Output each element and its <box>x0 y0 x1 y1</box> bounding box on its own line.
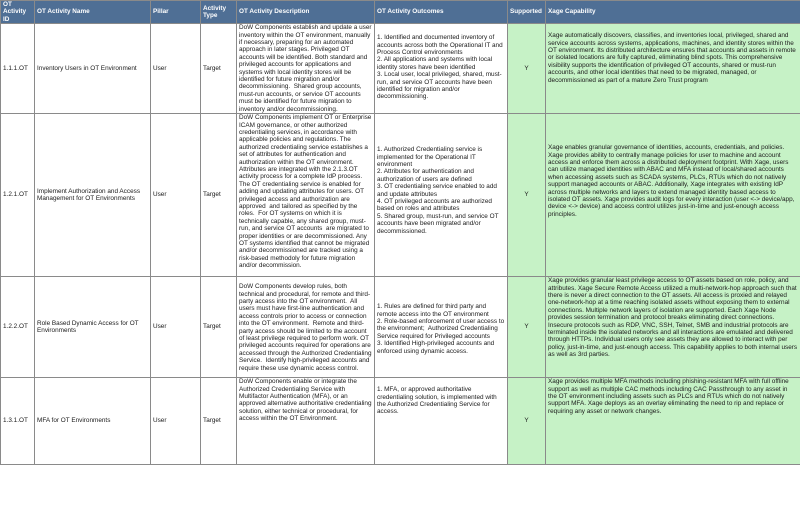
cell-supported[interactable]: Y <box>508 378 546 465</box>
cell-activity-id[interactable]: 1.2.2.OT <box>1 277 35 378</box>
cell-activity-name[interactable]: MFA for OT Environments <box>35 378 151 465</box>
cell-pillar[interactable]: User <box>151 378 201 465</box>
cell-xage-capability[interactable] <box>546 378 800 465</box>
cell-supported[interactable]: Y <box>508 277 546 378</box>
cell-pillar[interactable]: User <box>151 24 201 114</box>
cell-activity-description[interactable] <box>237 277 375 378</box>
cell-activity-type[interactable]: Target <box>201 277 237 378</box>
cell-supported[interactable]: Y <box>508 24 546 114</box>
cell-activity-type[interactable]: Target <box>201 378 237 465</box>
header-activity-outcomes[interactable]: OT Activity Outcomes <box>375 1 508 24</box>
cell-supported[interactable]: Y <box>508 114 546 277</box>
capability-text: Xage enables granular governance of identities, accounts, credentials, and policies. Xage provides ability to centrally manage policies for user to machine and account access and enforce them across a distributed deployment footprint. With Xage, users can utilize managed identities with ABAC and MFA instead of local/shared accounts when accessing assets such as SCADA systems, PLCs, RTUs which do not natively support managed accounts or ABAC. Additionally, Xage integrates with existing IdP across multiple networks and layers to extend managed identity based access to isolated OT assets. Xage provides audit logs for every interaction (user <-> device/app, device <-> device) and access control utilizes just-in-time and just-enough access principles. <box>548 144 797 218</box>
capability-text: Xage provides granular least privilege access to OT assets based on role, policy, and attributes. Xage Secure Remote Access utilized a multi-network-hop approach such that there is never a direct connection to the OT assets. All access is proxied and relayed one-network-hop at a time reaching isolated assets without exposing them to external connections. Multiple network layers of isolation are supported. Each Xage Node provides session termination and protocol breaks eliminating direct connections. Insecure protocols such as RDP, VNC, SSH, Telnet, SMB and industrial protocols are terminated inside the isolated networks and all interactions are emulated and delivered through HTTPs. Individual users only see assets they are allowed to interact with per policy, just-in-time, and just-enough access. This capability applies to both internal users as well as 3rd parties. <box>548 277 799 359</box>
cell-activity-description[interactable] <box>237 114 375 277</box>
cell-activity-id[interactable]: 1.2.1.OT <box>1 114 35 277</box>
cell-activity-name[interactable]: Inventory Users in OT Environment <box>35 24 151 114</box>
outcomes-text: 1. Authorized Credentialing service is implemented for the Operational IT environment 2. Attributes for authentication and authorization of users are defined 3. OT credentialing service enabled to add and update attributes 4. OT privileged accounts are authorized based on roles and attributes 5. Shared group, must-run, and service OT accounts have been migrated and/or decommissioned. <box>377 146 499 235</box>
table-row <box>1 378 800 465</box>
cell-activity-outcomes[interactable] <box>375 114 508 277</box>
header-activity-name[interactable]: OT Activity Name <box>35 1 151 24</box>
cell-activity-outcomes[interactable] <box>375 24 508 114</box>
cell-activity-outcomes[interactable] <box>375 378 508 465</box>
capability-text: Xage automatically discovers, classifies, and inventories local, privileged, shared and service accounts across systems, applications, machines, and identity stores within the OT environment. Its distributed architecture ensures that accounts and assets in remote or isolated locations are fully captured, eliminating blind spots. This comprehensive visibility supports the identification of privileged OT accounts, shared or must-run accounts, and other local identities that need to be migrated, managed, or decommissioned as part of a mature Zero Trust program <box>548 32 798 84</box>
cell-activity-type[interactable]: Target <box>201 114 237 277</box>
table-row <box>1 24 800 114</box>
cell-pillar[interactable]: User <box>151 277 201 378</box>
description-text: DoW Components develop rules, both technical and procedural, for remote and third-party access into the OT environment. All users must have first-line authentication and access controls prior to access or connection into the OT environment. Remote and third-party access should be limited to the account of least privilege required to perform work. OT privileged accounts required for operations are accessed through the Authorized Credentialing Service. Identify high-privileged accounts and require these use dynamic access control. <box>239 283 374 372</box>
header-activity-id[interactable]: OT Activity ID <box>1 1 35 24</box>
description-text: DoW Components establish and update a user inventory within the OT environment, manually if necessary, preparing for an automated approach in later stages. Privileged OT accounts will be identified. Both standard and privileged accounts for applications and systems with local identity stores will be identified for future migration and/or decommissioning. Shared group accounts, must-run accounts, or service OT accounts must be identified for future migration to inventory and/or decommissioning. <box>239 24 374 113</box>
cell-pillar[interactable]: User <box>151 114 201 277</box>
capability-text: Xage provides multiple MFA methods including phishing-resistant MFA with full offline support as well as multiple CAC methods including CAC Passthrough to any asset in the OT environment including assets such as PLCs and RTUs which do not natively support MFA. Xage deploys as an overlay eliminating the need to rip and replace or requiring any asset or network changes. <box>548 378 791 415</box>
cell-activity-description[interactable] <box>237 24 375 114</box>
header-supported[interactable]: Supported <box>508 1 546 24</box>
cell-activity-id[interactable]: 1.3.1.OT <box>1 378 35 465</box>
description-text: DoW Components enable or integrate the Authorized Credentialing Service with Multifactor Authentication (MFA), or an approved alternative authoritative credentialing solution, either technical or procedural, for access within the OT Environment. <box>239 378 374 423</box>
header-activity-description[interactable]: OT Activity Description <box>237 1 375 24</box>
table-row <box>1 114 800 277</box>
cell-activity-id[interactable]: 1.1.1.OT <box>1 24 35 114</box>
cell-xage-capability[interactable] <box>546 114 800 277</box>
cell-activity-outcomes[interactable] <box>375 277 508 378</box>
header-xage-capability[interactable]: Xage Capability <box>546 1 800 24</box>
header-pillar[interactable]: Pillar <box>151 1 201 24</box>
header-row <box>1 1 800 24</box>
outcomes-text: 1. Rules are defined for third party and remote access into the OT environment 2. Role-based enforcement of user access to the environment; Authorized Credentialing Service required for Privileged accounts 3. Identified High-privileged accounts and enforced using dynamic access. <box>377 303 505 355</box>
description-text: DoW Components implement OT or Enterprise ICAM governance, or other authorized credentialing services, in accordance with applicable policies and regulations. The authorized credentialing service establishes a set of attributes for authentication and authorization within the OT environment. Attributes are integrated with the 2.1.3.OT activity process for a complete IdP process. The OT credentialing service is enabled for adding and updating attributes for users. OT privileged access and authorization are approved and tailored as specified by the roles. For OT systems on which it is technically capable, any shared group, must-run, and service OT accounts are migrated to proper identities or are decommissioned. Any OT systems identified that cannot be migrated and/or decommissioned are tracked using a risk-based methodoly for future migration and/or decommission. <box>239 114 374 270</box>
outcomes-text: 1. MFA, or approved authoritative credentialing solution, is implemented with the Authorized Credentialing Service for access. <box>377 386 499 416</box>
table-row <box>1 277 800 378</box>
cell-xage-capability[interactable] <box>546 277 800 378</box>
cell-activity-type[interactable]: Target <box>201 24 237 114</box>
cell-activity-name[interactable]: Role Based Dynamic Access for OT Environments <box>35 277 151 378</box>
outcomes-text: 1. Identified and documented inventory of accounts across both the Operational IT and Process Control environments 2. All applications and systems with local identity stores have been identified 3. Local user, local privileged, shared, must-run, and service OT accounts have been identified for migration and/or decommissioning. <box>377 34 503 101</box>
cell-activity-description[interactable] <box>237 378 375 465</box>
header-activity-type[interactable]: Activity Type <box>201 1 237 24</box>
cell-xage-capability[interactable] <box>546 24 800 114</box>
cell-activity-name[interactable]: Implement Authorization and Access Management for OT Environments <box>35 114 151 277</box>
